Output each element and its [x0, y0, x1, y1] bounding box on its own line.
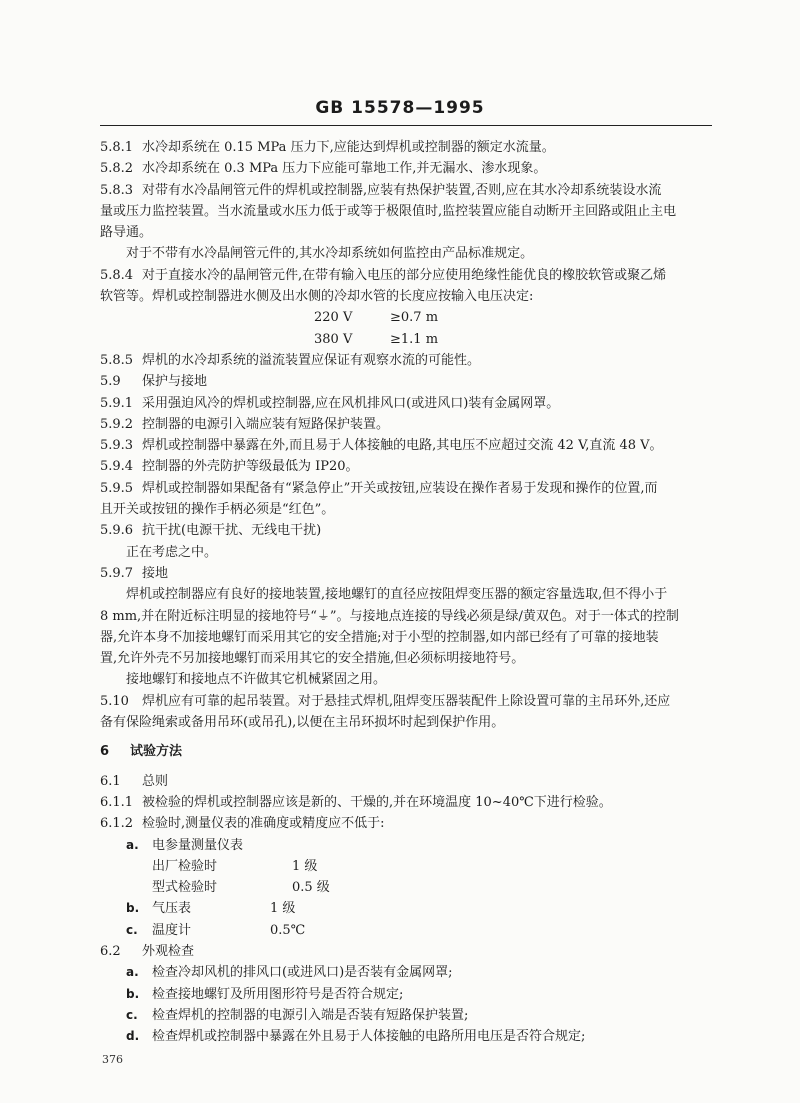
clause-number: 6.1 — [100, 773, 121, 789]
line-text: 对于不带有水冷晶闸管元件的,其水冷却系统如何监控由产品标准规定。 — [126, 246, 534, 262]
list-item — [100, 1026, 718, 1047]
clause-line — [100, 435, 718, 456]
instrument-accuracy: 1 级 — [292, 858, 318, 874]
clause-line — [100, 478, 718, 499]
clause-number: 5.9.4 — [100, 459, 134, 475]
list-text: 检查接地螺钉及所用图形符号是否符合规定; — [152, 986, 404, 1002]
length-value: ≥0.7 m — [390, 310, 439, 326]
continuation-line — [100, 648, 718, 669]
clause-number: 5.10 — [100, 693, 129, 709]
instrument-name: 型式检验时 — [152, 880, 218, 896]
list-text: 检查冷却风机的排风口(或进风口)是否装有金属网罩; — [152, 965, 453, 981]
continuation-line — [100, 627, 718, 648]
clause-line — [100, 792, 718, 813]
list-marker: a. — [126, 965, 139, 980]
continuation-line — [100, 499, 718, 520]
voltage-value: 380 V — [314, 331, 353, 347]
clause-text: 对于直接水冷的晶闸管元件,在带有输入电压的部分应使用绝缘性能优良的橡胶软管或聚乙烯 — [142, 267, 667, 283]
instrument-list-item — [100, 920, 718, 941]
clause-line — [100, 371, 718, 392]
list-marker: c. — [126, 1007, 138, 1022]
line-text: 软管等。焊机或控制器进水侧及出水侧的冷却水管的长度应按输入电压决定: — [100, 289, 534, 305]
continuation-line — [100, 222, 718, 243]
clause-line — [100, 158, 718, 179]
continuation-line — [100, 606, 718, 627]
line-text: 且开关或按钮的操作手柄必须是“红色”。 — [100, 502, 335, 518]
paragraph-line — [100, 584, 718, 605]
clause-text: 保护与接地 — [142, 374, 208, 390]
voltage-row — [100, 329, 718, 350]
clause-line — [100, 456, 718, 477]
clause-number: 6.1.2 — [100, 816, 134, 832]
list-text: 检查焊机或控制器中暴露在外且易于人体接触的电路所用电压是否符合规定; — [152, 1029, 586, 1045]
paragraph-line — [100, 243, 718, 264]
length-value: ≥1.1 m — [390, 331, 439, 347]
clause-line — [100, 180, 718, 201]
clause-line — [100, 771, 718, 792]
line-text: 置,允许外壳不另加接地螺钉而采用其它的安全措施,但必须标明接地符号。 — [100, 651, 525, 667]
clause-line — [100, 265, 718, 286]
clause-text: 焊机的水冷却系统的溢流装置应保证有观察水流的可能性。 — [142, 352, 481, 368]
clause-line — [100, 813, 718, 834]
instrument-row — [100, 877, 718, 898]
header-rule — [100, 125, 712, 126]
clause-line — [100, 137, 718, 158]
line-text: 量或压力监控装置。当水流量或水压力低于或等于极限值时,监控装置应能自动断开主回路或阻止主电 — [100, 203, 677, 219]
list-marker: d. — [126, 1029, 140, 1044]
clause-number: 5.8.4 — [100, 267, 134, 283]
clause-text: 接地 — [142, 565, 169, 581]
paragraph-line — [100, 542, 718, 563]
line-text: 焊机或控制器应有良好的接地装置,接地螺钉的直径应按阻焊变压器的额定容量选取,但不得小于 — [126, 587, 668, 603]
clause-text: 被检验的焊机或控制器应该是新的、干燥的,并在环境温度 10~40℃下进行检验。 — [142, 794, 612, 810]
clause-line — [100, 350, 718, 371]
line-text: 器,允许本身不加接地螺钉而采用其它的安全措施;对于小型的控制器,如内部已经有了可靠的接地装 — [100, 629, 659, 645]
clause-text: 总则 — [142, 773, 169, 789]
clause-text: 检验时,测量仪表的准确度或精度应不低于: — [142, 816, 385, 832]
instrument-accuracy: 1 级 — [270, 901, 296, 917]
clause-text: 外观检查 — [142, 943, 195, 959]
continuation-line — [100, 286, 718, 307]
instrument-name: 气压表 — [152, 901, 192, 917]
instrument-name: 出厂检验时 — [152, 858, 218, 874]
clause-number: 5.8.3 — [100, 182, 134, 198]
list-marker: a. — [126, 837, 139, 852]
page-number: 376 — [102, 1053, 123, 1066]
continuation-line — [100, 201, 718, 222]
continuation-line — [100, 712, 718, 733]
line-text: 正在考虑之中。 — [126, 544, 218, 560]
voltage-value: 220 V — [314, 310, 353, 326]
clause-number: 5.9.7 — [100, 565, 134, 581]
clause-text: 焊机或控制器中暴露在外,而且易于人体接触的电路,其电压不应超过交流 42 V,直流 48 V。 — [142, 438, 663, 454]
clause-line — [100, 393, 718, 414]
clause-number: 5.8.2 — [100, 161, 134, 177]
line-text: 接地螺钉和接地点不许做其它机械紧固之用。 — [126, 672, 387, 688]
section-heading — [100, 741, 718, 762]
clause-text: 水冷却系统在 0.3 MPa 压力下应能可靠地工作,并无漏水、渗水现象。 — [142, 161, 547, 177]
clause-number: 5.8.5 — [100, 352, 134, 368]
line-text: 路导通。 — [100, 225, 153, 241]
clause-number: 5.9 — [100, 374, 121, 390]
clause-number: 6.1.1 — [100, 794, 134, 810]
instrument-accuracy: 0.5 级 — [292, 880, 330, 896]
clause-text: 控制器的外壳防护等级最低为 IP20。 — [142, 459, 359, 475]
line-text: 8 mm,并在附近标注明显的接地符号“⏚”。与接地点连接的导线必须是绿/黄双色。对于一体式的控制 — [100, 608, 679, 624]
list-item — [100, 1005, 718, 1026]
voltage-row — [100, 307, 718, 328]
standard-header: GB 15578—1995 — [315, 98, 485, 118]
section-title: 试验方法 — [130, 744, 183, 760]
list-text: 电参量测量仪表 — [152, 837, 244, 853]
clause-text: 抗干扰(电源干扰、无线电干扰) — [142, 523, 322, 539]
clause-number: 6.2 — [100, 943, 121, 959]
list-item — [100, 835, 718, 856]
instrument-name: 温度计 — [152, 922, 192, 938]
instrument-list-item — [100, 898, 718, 919]
clause-text: 水冷却系统在 0.15 MPa 压力下,应能达到焊机或控制器的额定水流量。 — [142, 140, 555, 155]
clause-number: 5.9.2 — [100, 416, 134, 432]
list-item — [100, 962, 718, 983]
spacer — [100, 733, 718, 741]
list-marker: b. — [126, 986, 140, 1001]
clause-line — [100, 941, 718, 962]
clause-text: 采用强迫风冷的焊机或控制器,应在风机排风口(或进风口)装有金属网罩。 — [142, 395, 560, 411]
clause-number: 5.9.3 — [100, 438, 134, 454]
clause-text: 对带有水冷晶闸管元件的焊机或控制器,应装有热保护装置,否则,应在其水冷却系统装设水流 — [142, 182, 662, 198]
instrument-accuracy: 0.5℃ — [270, 922, 306, 938]
list-item — [100, 984, 718, 1005]
section-number: 6 — [100, 744, 110, 760]
clause-text: 焊机或控制器如果配备有“紧急停止”开关或按钮,应装设在操作者易于发现和操作的位置,而 — [142, 480, 658, 496]
paragraph-line — [100, 669, 718, 690]
document-body — [100, 137, 718, 1047]
clause-number: 5.9.5 — [100, 480, 134, 496]
clause-line — [100, 563, 718, 584]
clause-line — [100, 520, 718, 541]
clause-number: 5.8.1 — [100, 140, 134, 155]
list-marker: c. — [126, 922, 138, 937]
clause-text: 控制器的电源引入端应装有短路保护装置。 — [142, 416, 390, 432]
spacer — [100, 763, 718, 771]
list-text: 检查焊机的控制器的电源引入端是否装有短路保护装置; — [152, 1007, 469, 1023]
clause-text: 焊机应有可靠的起吊装置。对于悬挂式焊机,阻焊变压器装配件上除设置可靠的主吊环外,还应 — [142, 693, 671, 709]
clause-number: 5.9.6 — [100, 523, 134, 539]
clause-number: 5.9.1 — [100, 395, 134, 411]
list-marker: b. — [126, 901, 140, 916]
clause-line — [100, 414, 718, 435]
line-text: 备有保险绳索或备用吊环(或吊孔),以便在主吊环损坏时起到保护作用。 — [100, 715, 505, 731]
clause-line — [100, 691, 718, 712]
instrument-row — [100, 856, 718, 877]
